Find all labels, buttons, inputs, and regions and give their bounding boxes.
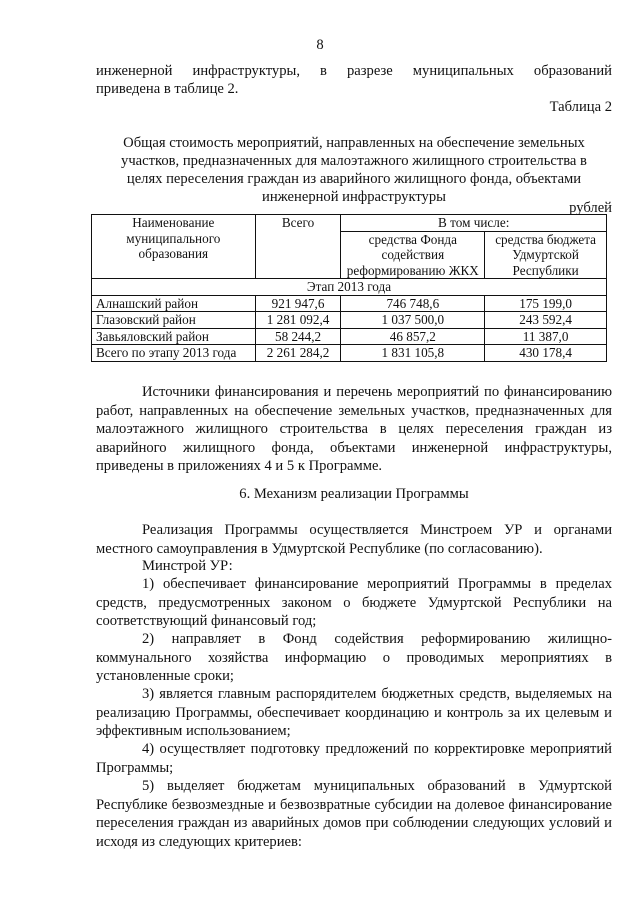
stage-label: Этап 2013 года [92, 279, 607, 296]
list-item: 3) является главным распорядителем бюджетных средств, выделяемых на реализацию Программы, обеспечивает координацию и контроль за их целевым и эффективным использованием; [96, 686, 612, 739]
table-title-line-4: инженерной инфраструктуры [262, 189, 446, 205]
table-label: Таблица 2 [549, 99, 612, 115]
row-total: 58 244,2 [255, 328, 341, 345]
row-fund: 746 748,6 [341, 295, 485, 312]
intro-line-2: приведена в таблице 2. [96, 81, 239, 97]
row-fund: 46 857,2 [341, 328, 485, 345]
list-item: 1) обеспечивает финансирование мероприятий Программы в пределах средств, предусмотренных законом о бюджете Удмуртской Республики на соответствующий финансовый год; [96, 576, 612, 629]
row-budget: 430 178,4 [485, 345, 607, 362]
table-title-line-3: целях переселения граждан из аварийного жилищного фонда, объектами [126, 171, 582, 187]
row-total: 2 261 284,2 [255, 345, 341, 362]
row-total: 921 947,6 [255, 295, 341, 312]
row-name: Алнашский район [92, 295, 256, 312]
units-label: рублей [569, 200, 612, 216]
list-item: 4) осуществляет подготовку предложений по корректировке мероприятий Программы; [96, 741, 612, 776]
header-budget: средства бюджета Удмуртской Республики [485, 231, 607, 279]
list-item: 5) выделяет бюджетам муниципальных образований в Удмуртской Республике безвозмездные и безвозвратные субсидии на долевое финансирование переселения граждан из аварийных домов при соблюдении следующих условий и исходя из следующих критериев: [96, 778, 612, 850]
row-budget: 11 387,0 [485, 328, 607, 345]
list-item: 2) направляет в Фонд содействия реформированию жилищно-коммунального хозяйства информацию о проводимых мероприятиях в установленные сроки; [96, 631, 612, 684]
header-name: Наименование муниципального образования [92, 215, 256, 279]
page-number: 8 [316, 37, 324, 53]
table-total-row [92, 345, 607, 362]
row-fund: 1 037 500,0 [341, 312, 485, 329]
header-total: Всего [255, 215, 341, 279]
row-name: Глазовский район [92, 312, 256, 329]
row-name: Всего по этапу 2013 года [92, 345, 256, 362]
row-fund: 1 831 105,8 [341, 345, 485, 362]
implementation-paragraph: Реализация Программы осуществляется Минстроем УР и органами местного самоуправления в Удмуртской Республике (по согласованию). [96, 522, 612, 557]
row-budget: 243 592,4 [485, 312, 607, 329]
row-name: Завьяловский район [92, 328, 256, 345]
header-including: В том числе: [341, 215, 607, 232]
intro-line-1: инженерной инфраструктуры, в разрезе муниципальных образований [96, 63, 612, 79]
row-total: 1 281 092,4 [255, 312, 341, 329]
section-title: 6. Механизм реализации Программы [239, 486, 469, 502]
row-budget: 175 199,0 [485, 295, 607, 312]
header-fund: средства Фонда содействия реформированию ЖКХ [341, 231, 485, 279]
table-title-line-2: участков, предназначенных для малоэтажного жилищного строительства в [121, 153, 587, 169]
table-row [92, 295, 607, 312]
sources-paragraph: Источники финансирования и перечень мероприятий по финансированию работ, направленных на обеспечение земельных участков, предназначенных для малоэтажного жилищного строительства в целях переселения граждан из аварийного жилищного фонда, объектами инженерной инфраструктуры, приведены в приложениях 4 и 5 к Программе. [96, 384, 612, 474]
table-row [92, 312, 607, 329]
table-title-line-1: Общая стоимость мероприятий, направленных на обеспечение земельных [123, 135, 585, 151]
table-header-row [92, 215, 607, 232]
table-row [92, 328, 607, 345]
cost-table [91, 214, 607, 362]
ministry-label: Минстрой УР: [142, 558, 233, 574]
stage-row [92, 279, 607, 296]
